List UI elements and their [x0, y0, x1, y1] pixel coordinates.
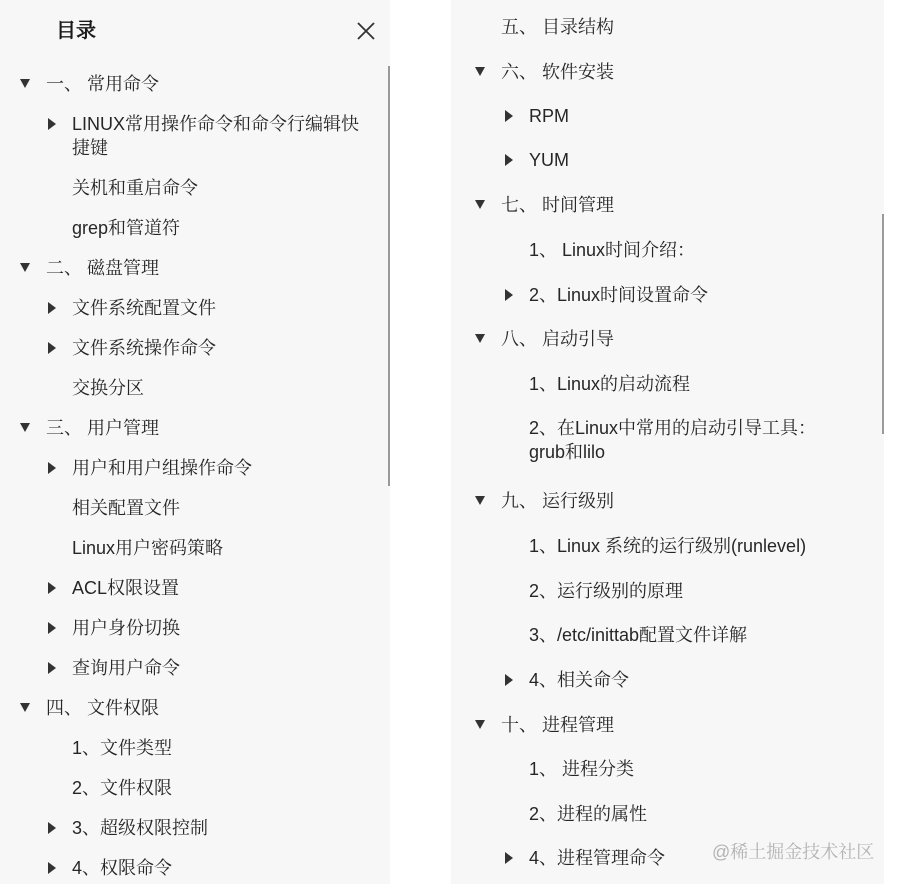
toc-item[interactable] — [72, 376, 144, 400]
toc-item[interactable] — [501, 489, 614, 513]
expand-triangle-down-icon[interactable] — [475, 496, 485, 505]
expand-triangle-down-icon[interactable] — [20, 79, 30, 88]
toc-item-label: 三、 用户管理 — [46, 418, 160, 438]
toc-item[interactable] — [529, 283, 708, 307]
toc-item-label: Linux用户密码策略 — [72, 538, 224, 558]
toc-item-label: 查询用户命令 — [72, 658, 180, 678]
scrollbar[interactable] — [388, 66, 390, 486]
toc-item[interactable] — [529, 623, 747, 647]
toc-item-label: 用户身份切换 — [72, 618, 180, 638]
toc-item[interactable] — [46, 416, 159, 440]
collapse-triangle-right-icon[interactable] — [48, 662, 56, 674]
expand-triangle-down-icon[interactable] — [20, 703, 30, 712]
toc-item-label: 2、Linux时间设置命令 — [529, 285, 709, 305]
toc-item-label: 3、/etc/inittab配置文件详解 — [529, 625, 748, 645]
toc-item[interactable] — [501, 713, 614, 737]
toc-item[interactable] — [501, 327, 614, 351]
toc-item-label: grep和管道符 — [72, 218, 181, 238]
collapse-triangle-right-icon[interactable] — [505, 674, 513, 686]
toc-title: 目录 — [56, 20, 96, 42]
collapse-triangle-right-icon[interactable] — [48, 462, 56, 474]
toc-item[interactable] — [72, 856, 172, 880]
collapse-triangle-right-icon[interactable] — [48, 822, 56, 834]
collapse-triangle-right-icon[interactable] — [48, 302, 56, 314]
toc-item-label: 1、Linux的启动流程 — [529, 374, 691, 394]
toc-item[interactable] — [529, 757, 634, 781]
collapse-triangle-right-icon[interactable] — [505, 289, 513, 301]
collapse-triangle-right-icon[interactable] — [48, 622, 56, 634]
collapse-triangle-right-icon[interactable] — [505, 154, 513, 166]
toc-item[interactable] — [72, 736, 172, 760]
toc-item[interactable] — [46, 696, 159, 720]
collapse-triangle-right-icon[interactable] — [48, 582, 56, 594]
toc-item-label: 3、超级权限控制 — [72, 818, 209, 838]
toc-item-label: 4、相关命令 — [529, 670, 630, 690]
toc-item[interactable] — [46, 72, 159, 96]
expand-triangle-down-icon[interactable] — [20, 263, 30, 272]
toc-item-label: 1、文件类型 — [72, 738, 173, 758]
toc-panel-right — [451, 0, 884, 884]
toc-item-label: 2、在Linux中常用的启动引导工具：grub和lilo — [529, 418, 817, 462]
toc-item-label: 4、权限命令 — [72, 858, 173, 878]
close-icon[interactable] — [354, 19, 378, 43]
toc-item-label: LINUX常用操作命令和命令行编辑快捷键 — [72, 114, 360, 158]
toc-item-label: 相关配置文件 — [72, 498, 180, 518]
toc-item[interactable] — [72, 496, 180, 520]
toc-item-label: 2、进程的属性 — [529, 804, 648, 824]
toc-item-label: ACL权限设置 — [72, 578, 180, 598]
collapse-triangle-right-icon[interactable] — [48, 342, 56, 354]
toc-item[interactable] — [72, 176, 198, 200]
toc-item-label: 用户和用户组操作命令 — [72, 458, 252, 478]
toc-item-label: 九、 运行级别 — [501, 491, 615, 511]
toc-item-label: 2、文件权限 — [72, 778, 173, 798]
toc-item-label: RPM — [529, 106, 569, 126]
toc-item[interactable] — [46, 256, 159, 280]
toc-item[interactable] — [529, 372, 690, 396]
toc-item-label: 文件系统配置文件 — [72, 298, 216, 318]
toc-item[interactable] — [529, 846, 665, 870]
collapse-triangle-right-icon[interactable] — [505, 110, 513, 122]
toc-item[interactable] — [72, 816, 208, 840]
toc-item[interactable] — [72, 576, 179, 600]
toc-item[interactable] — [72, 536, 223, 560]
toc-item[interactable] — [72, 112, 362, 160]
toc-item[interactable] — [72, 456, 252, 480]
toc-item-label: 文件系统操作命令 — [72, 338, 216, 358]
toc-item-label: 八、 启动引导 — [501, 329, 615, 349]
toc-item-label: 4、进程管理命令 — [529, 848, 666, 868]
collapse-triangle-right-icon[interactable] — [48, 118, 56, 130]
toc-item-label: 六、 软件安装 — [501, 62, 615, 82]
toc-item[interactable] — [529, 238, 695, 262]
toc-item[interactable] — [72, 776, 172, 800]
expand-triangle-down-icon[interactable] — [20, 423, 30, 432]
toc-item[interactable] — [529, 802, 647, 826]
toc-item[interactable] — [501, 60, 614, 84]
toc-item[interactable] — [529, 579, 683, 603]
toc-item-label: 交换分区 — [72, 378, 144, 398]
toc-item-label: 2、运行级别的原理 — [529, 581, 684, 601]
toc-item-label: 关机和重启命令 — [72, 178, 198, 198]
toc-item[interactable] — [529, 416, 849, 464]
toc-item[interactable] — [72, 656, 180, 680]
toc-item-label: 七、 时间管理 — [501, 195, 615, 215]
toc-item[interactable] — [72, 336, 216, 360]
scrollbar[interactable] — [882, 214, 884, 434]
expand-triangle-down-icon[interactable] — [475, 720, 485, 729]
toc-item[interactable] — [72, 216, 180, 240]
toc-item[interactable] — [529, 534, 806, 558]
toc-item[interactable] — [72, 616, 180, 640]
expand-triangle-down-icon[interactable] — [475, 67, 485, 76]
toc-item[interactable] — [501, 193, 614, 217]
watermark: @稀土掘金技术社区 — [712, 842, 875, 862]
toc-item[interactable] — [529, 148, 569, 172]
toc-item-label: YUM — [529, 150, 569, 170]
toc-item-label: 1、 Linux时间介绍： — [529, 240, 696, 260]
toc-item[interactable] — [529, 668, 629, 692]
toc-item[interactable] — [529, 104, 569, 128]
toc-item-label: 1、 进程分类 — [529, 759, 635, 779]
toc-item[interactable] — [72, 296, 216, 320]
collapse-triangle-right-icon[interactable] — [48, 862, 56, 874]
toc-item-label: 十、 进程管理 — [501, 715, 615, 735]
expand-triangle-down-icon[interactable] — [475, 200, 485, 209]
expand-triangle-down-icon[interactable] — [475, 334, 485, 343]
toc-item-label: 二、 磁盘管理 — [46, 258, 160, 278]
toc-item-label: 一、 常用命令 — [46, 74, 160, 94]
toc-item[interactable] — [501, 15, 614, 39]
toc-item-label: 五、 目录结构 — [501, 17, 615, 37]
collapse-triangle-right-icon[interactable] — [505, 852, 513, 864]
toc-item-label: 四、 文件权限 — [46, 698, 160, 718]
toc-panel-left — [0, 0, 390, 884]
toc-item-label: 1、Linux 系统的运行级别(runlevel) — [529, 536, 807, 556]
